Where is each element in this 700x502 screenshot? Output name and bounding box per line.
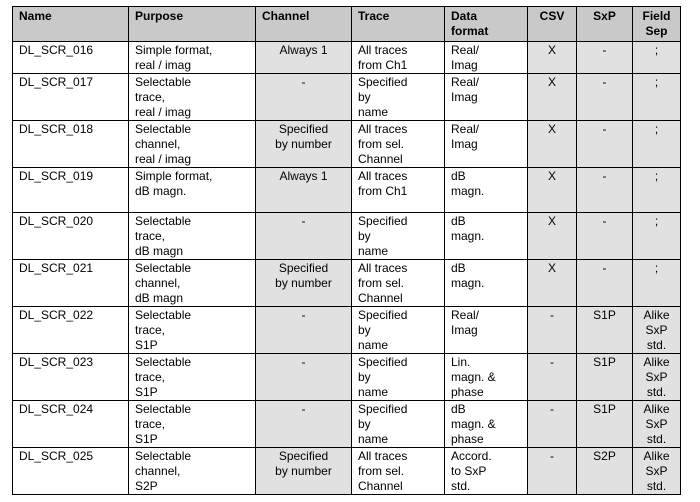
cell-name: DL_SCR_022 <box>13 307 129 354</box>
cell-purpose: Selectable channel, real / imag <box>129 121 256 168</box>
header-field-sep: Field Sep <box>633 7 681 42</box>
cell-csv: X <box>528 74 577 121</box>
cell-sxp: S2P <box>577 448 633 495</box>
cell-name: DL_SCR_020 <box>13 213 129 260</box>
cell-data-format: dB magn. & phase <box>445 401 528 448</box>
cell-channel: - <box>256 401 352 448</box>
cell-csv: - <box>528 307 577 354</box>
cell-csv: X <box>528 168 577 213</box>
cell-csv: - <box>528 401 577 448</box>
header-name: Name <box>13 7 129 42</box>
cell-field-sep: Alike SxP std. <box>633 448 681 495</box>
cell-sxp: - <box>577 168 633 213</box>
cell-csv: - <box>528 448 577 495</box>
cell-channel: Always 1 <box>256 42 352 74</box>
cell-trace: All traces from sel. Channel <box>352 260 445 307</box>
cell-field-sep: ; <box>633 42 681 74</box>
cell-sxp: S1P <box>577 307 633 354</box>
cell-channel: - <box>256 354 352 401</box>
header-data-format: Data format <box>445 7 528 42</box>
header-csv: CSV <box>528 7 577 42</box>
table-row <box>13 260 681 307</box>
table-row <box>13 168 681 213</box>
cell-data-format: dB magn. <box>445 260 528 307</box>
cell-field-sep: ; <box>633 260 681 307</box>
cell-csv: X <box>528 213 577 260</box>
header-channel: Channel <box>256 7 352 42</box>
cell-channel: - <box>256 307 352 354</box>
cell-sxp: - <box>577 121 633 168</box>
cell-sxp: S1P <box>577 354 633 401</box>
cell-trace: Specified by name <box>352 401 445 448</box>
cell-csv: X <box>528 42 577 74</box>
cell-csv: X <box>528 260 577 307</box>
table-row <box>13 74 681 121</box>
cell-channel: Specified by number <box>256 260 352 307</box>
table-row <box>13 121 681 168</box>
cell-purpose: Simple format, dB magn. <box>129 168 256 213</box>
cell-data-format: dB magn. <box>445 168 528 213</box>
cell-trace: Specified by name <box>352 74 445 121</box>
cell-data-format: Real/ Imag <box>445 74 528 121</box>
cell-purpose: Selectable trace, S1P <box>129 307 256 354</box>
cell-channel: Specified by number <box>256 121 352 168</box>
cell-data-format: Accord. to SxP std. <box>445 448 528 495</box>
cell-purpose: Selectable trace, S1P <box>129 354 256 401</box>
cell-data-format: Real/ Imag <box>445 121 528 168</box>
cell-sxp: - <box>577 74 633 121</box>
cell-purpose: Selectable trace, real / imag <box>129 74 256 121</box>
header-purpose: Purpose <box>129 7 256 42</box>
cell-purpose: Selectable channel, S2P <box>129 448 256 495</box>
table-row <box>13 401 681 448</box>
cell-purpose: Selectable trace, S1P <box>129 401 256 448</box>
header-row <box>13 7 681 42</box>
cell-field-sep: ; <box>633 121 681 168</box>
cell-name: DL_SCR_024 <box>13 401 129 448</box>
cell-purpose: Selectable channel, dB magn <box>129 260 256 307</box>
table-row <box>13 42 681 74</box>
cell-name: DL_SCR_016 <box>13 42 129 74</box>
cell-data-format: dB magn. <box>445 213 528 260</box>
cell-channel: - <box>256 213 352 260</box>
cell-data-format: Lin. magn. & phase <box>445 354 528 401</box>
cell-field-sep: Alike SxP std. <box>633 354 681 401</box>
cell-trace: All traces from Ch1 <box>352 168 445 213</box>
cell-data-format: Real/ Imag <box>445 42 528 74</box>
cell-name: DL_SCR_025 <box>13 448 129 495</box>
cell-trace: All traces from sel. Channel <box>352 448 445 495</box>
cell-channel: Specified by number <box>256 448 352 495</box>
cell-sxp: - <box>577 42 633 74</box>
table-row <box>13 354 681 401</box>
cell-sxp: - <box>577 213 633 260</box>
header-sxp: SxP <box>577 7 633 42</box>
cell-csv: - <box>528 354 577 401</box>
cell-csv: X <box>528 121 577 168</box>
cell-sxp: - <box>577 260 633 307</box>
cell-field-sep: ; <box>633 213 681 260</box>
cell-sxp: S1P <box>577 401 633 448</box>
cell-name: DL_SCR_018 <box>13 121 129 168</box>
cell-field-sep: ; <box>633 74 681 121</box>
cell-trace: Specified by name <box>352 307 445 354</box>
script-table <box>12 6 681 495</box>
cell-name: DL_SCR_019 <box>13 168 129 213</box>
cell-name: DL_SCR_023 <box>13 354 129 401</box>
cell-field-sep: ; <box>633 168 681 213</box>
cell-data-format: Real/ Imag <box>445 307 528 354</box>
table-row <box>13 448 681 495</box>
cell-trace: All traces from sel. Channel <box>352 121 445 168</box>
cell-trace: Specified by name <box>352 354 445 401</box>
cell-trace: Specified by name <box>352 213 445 260</box>
table-row <box>13 307 681 354</box>
cell-trace: All traces from Ch1 <box>352 42 445 74</box>
header-trace: Trace <box>352 7 445 42</box>
cell-field-sep: Alike SxP std. <box>633 401 681 448</box>
cell-name: DL_SCR_017 <box>13 74 129 121</box>
cell-name: DL_SCR_021 <box>13 260 129 307</box>
cell-field-sep: Alike SxP std. <box>633 307 681 354</box>
cell-channel: - <box>256 74 352 121</box>
table-row <box>13 213 681 260</box>
cell-channel: Always 1 <box>256 168 352 213</box>
cell-purpose: Simple format, real / imag <box>129 42 256 74</box>
cell-purpose: Selectable trace, dB magn <box>129 213 256 260</box>
